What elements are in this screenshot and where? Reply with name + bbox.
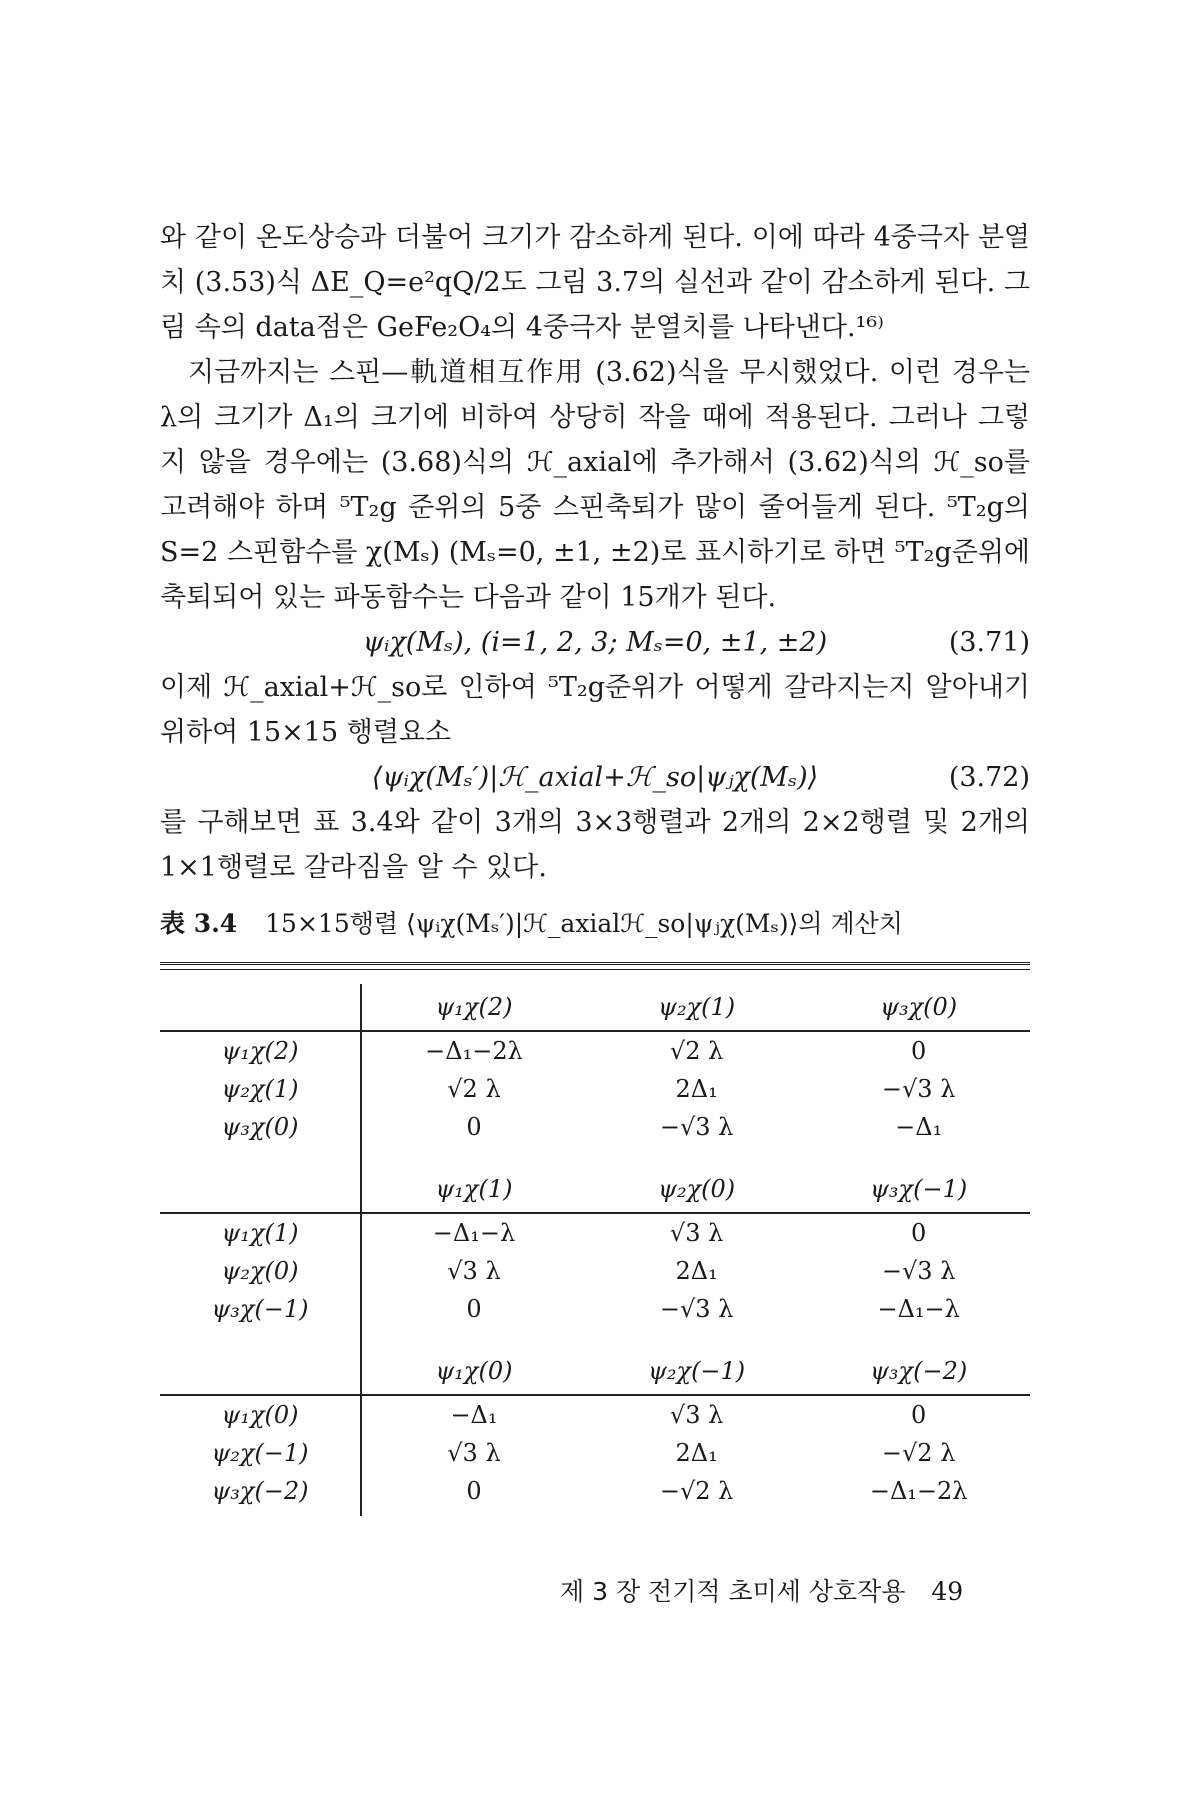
equation-3-71: [160, 620, 1030, 665]
header-corner: [160, 984, 361, 1031]
matrix-cell: −Δ₁−λ: [432, 1219, 516, 1247]
matrix-row: [160, 1252, 1030, 1290]
matrix-cell: −√3 λ: [881, 1257, 956, 1285]
equation-expression: ⟨ψᵢχ(Mₛ′)|ℋ_axial+ℋ_so|ψⱼχ(Mₛ)⟩: [371, 762, 819, 793]
matrix-cell: −Δ₁−2λ: [425, 1037, 523, 1065]
equation-number: (3.71): [948, 627, 1030, 658]
matrix-cell: 0: [466, 1113, 482, 1141]
table-caption: [160, 904, 1030, 944]
matrix-cell: 0: [911, 1219, 927, 1247]
matrix-cell: √2 λ: [447, 1075, 501, 1103]
matrix-row: [160, 1472, 1030, 1516]
matrix-cell: √3 λ: [447, 1439, 501, 1467]
matrix-cell: −Δ₁: [450, 1401, 498, 1429]
column-header: ψ₂χ(1): [586, 984, 807, 1031]
matrix-row: [160, 1070, 1030, 1108]
row-label-spacer: [160, 1334, 361, 1348]
page-footer: [560, 1572, 963, 1608]
gap-cell: [361, 1152, 1030, 1166]
matrix-cell: 0: [466, 1295, 482, 1323]
paragraph-2: 지금까지는 스핀—軌道相互作用 (3.62)식을 무시했었다. 이런 경우는 λ의 크기가 Δ₁의 크기에 비하여 상당히 작을 때에 적용된다. 그러나 그렇지 않을 경우에는 (3.68)식의 ℋ_axial에 추가해서 (3.62)식의 ℋ_so를 고려해야 하며 ⁵T₂g 준위의 5중 스핀축퇴가 많이 줄어들게 된다. ⁵T₂g의 S=2 스핀함수를 χ(Mₛ) (Mₛ=0, ±1, ±2)로 표시하기로 하면 ⁵T₂g준위에 축퇴되어 있는 파동함수는 다음과 같이 15개가 된다.: [160, 357, 1030, 613]
matrix-cell: 0: [466, 1477, 482, 1505]
chapter-title: 제 3 장 전기적 초미세 상호작용: [560, 1577, 906, 1606]
block-gap: [160, 1152, 1030, 1166]
page-body: [160, 215, 1030, 1516]
row-label: ψ₃χ(0): [160, 1108, 361, 1152]
paragraph-3: 이제 ℋ_axial+ℋ_so로 인하여 ⁵T₂g준위가 어떻게 갈라지는지 알아내기 위하여 15×15 행렬요소: [160, 672, 1030, 748]
row-label: ψ₁χ(2): [160, 1031, 361, 1070]
matrix-cell: −Δ₁: [895, 1113, 943, 1141]
matrix-cell: √3 λ: [447, 1257, 501, 1285]
matrix-cell: 2Δ₁: [675, 1075, 718, 1103]
equation-number: (3.72): [948, 762, 1030, 793]
column-header: ψ₃χ(0): [807, 984, 1030, 1031]
block-header-row: [160, 1166, 1030, 1213]
paragraph-1: 와 같이 온도상승과 더불어 크기가 감소하게 된다. 이에 따라 4중극자 분열치 (3.53)식 ΔE_Q=e²qQ/2도 그림 3.7의 실선과 같이 감소하게 된다. 그림 속의 data점은 GeFe₂O₄의 4중극자 분열치를 나타낸다.¹⁶⁾: [160, 222, 1030, 343]
column-header: ψ₁χ(1): [361, 1166, 586, 1213]
table-title: 15×15행렬 ⟨ψᵢχ(Mₛ′)|ℋ_axialℋ_so|ψⱼχ(Mₛ)⟩의 계산치: [265, 909, 903, 938]
table-number: 表 3.4: [160, 909, 238, 938]
matrix-cell: 2Δ₁: [675, 1257, 718, 1285]
row-label: ψ₂χ(0): [160, 1252, 361, 1290]
matrix-cell: −√3 λ: [659, 1295, 734, 1323]
table-top-rule: [160, 962, 1030, 970]
gap-cell: [361, 1334, 1030, 1348]
row-label: ψ₃χ(−1): [160, 1290, 361, 1334]
column-header: ψ₂χ(−1): [586, 1348, 807, 1395]
row-label: ψ₂χ(−1): [160, 1434, 361, 1472]
row-label-spacer: [160, 1152, 361, 1166]
matrix-row: [160, 1290, 1030, 1334]
matrix-row: [160, 1434, 1030, 1472]
matrix-cell: √3 λ: [669, 1401, 724, 1429]
matrix-row: [160, 1108, 1030, 1152]
matrix-cell: −√2 λ: [659, 1477, 734, 1505]
matrix-row: [160, 1213, 1030, 1252]
row-label: ψ₁χ(1): [160, 1213, 361, 1252]
header-corner: [160, 1348, 361, 1395]
matrix-cell: −√3 λ: [659, 1113, 734, 1141]
matrix-cell: 2Δ₁: [675, 1439, 718, 1467]
column-header: ψ₃χ(−1): [807, 1166, 1030, 1213]
matrix-cell: −Δ₁−λ: [877, 1295, 960, 1323]
matrix-cell: −Δ₁−2λ: [869, 1477, 968, 1505]
matrix-cell: 0: [911, 1401, 927, 1429]
column-header: ψ₁χ(0): [361, 1348, 586, 1395]
row-label: ψ₂χ(1): [160, 1070, 361, 1108]
header-corner: [160, 1166, 361, 1213]
matrix-cell: √2 λ: [669, 1037, 724, 1065]
equation-3-72: [160, 755, 1030, 800]
matrix-row: [160, 1031, 1030, 1070]
column-header: ψ₃χ(−2): [807, 1348, 1030, 1395]
page-number: 49: [931, 1577, 964, 1606]
row-label: ψ₃χ(−2): [160, 1472, 361, 1516]
block-header-row: [160, 984, 1030, 1031]
paragraph-4: 를 구해보면 표 3.4와 같이 3개의 3×3행렬과 2개의 2×2행렬 및 2개의 1×1행렬로 갈라짐을 알 수 있다.: [160, 807, 1030, 883]
matrix-cell: √3 λ: [669, 1219, 724, 1247]
block-header-row: [160, 1348, 1030, 1395]
block-gap: [160, 1334, 1030, 1348]
matrix-table: [160, 984, 1030, 1516]
column-header: ψ₁χ(2): [361, 984, 586, 1031]
matrix-cell: 0: [911, 1037, 927, 1065]
matrix-row: [160, 1395, 1030, 1434]
column-header: ψ₂χ(0): [586, 1166, 807, 1213]
equation-expression: ψᵢχ(Mₛ), (i=1, 2, 3; Mₛ=0, ±1, ±2): [362, 627, 828, 658]
row-label: ψ₁χ(0): [160, 1395, 361, 1434]
matrix-cell: −√2 λ: [881, 1439, 956, 1467]
matrix-cell: −√3 λ: [881, 1075, 956, 1103]
